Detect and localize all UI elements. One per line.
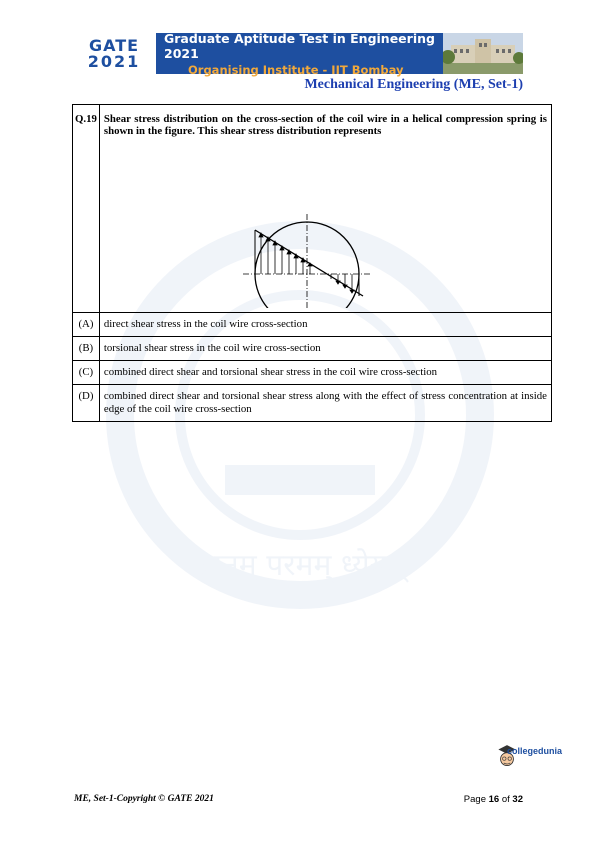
watermark-motto: ज्ञानम् परमम् ध्येयम् bbox=[195, 548, 405, 583]
option-label: (D) bbox=[73, 384, 100, 421]
header-title: Graduate Aptitude Test in Engineering 2021 bbox=[164, 30, 435, 61]
footer-page-number bbox=[464, 794, 523, 805]
footer-copyright: ME, Set-1-Copyright © GATE 2021 bbox=[74, 794, 214, 804]
question-text: Shear stress distribution on the cross-section of the coil wire in a helical compression spring is shown in the figure. This shear stress distribution represents bbox=[103, 113, 547, 138]
option-text: combined direct shear and torsional shear stress in the coil wire cross-section bbox=[99, 360, 551, 384]
option-row-c bbox=[73, 360, 552, 384]
shear-stress-figure bbox=[104, 138, 547, 308]
option-label: (C) bbox=[73, 360, 100, 384]
page-of: of bbox=[501, 794, 510, 805]
option-row-a bbox=[73, 312, 552, 336]
logo-line2: 2021 bbox=[87, 51, 141, 71]
option-label: (B) bbox=[73, 336, 100, 360]
header-subtitle: Organising Institute - IIT Bombay bbox=[188, 62, 404, 77]
logo-line1: GATE bbox=[88, 35, 140, 55]
collegedunia-brand: collegedunia bbox=[507, 746, 563, 756]
option-text: combined direct shear and torsional shear stress along with the effect of stress concentration at inside edge of the coil wire cross-section bbox=[99, 384, 551, 421]
option-text: direct shear stress in the coil wire cross-section bbox=[99, 312, 551, 336]
subject-label: Mechanical Engineering (ME, Set-1) bbox=[304, 77, 523, 92]
gate-logo bbox=[72, 33, 156, 74]
question-table bbox=[72, 104, 552, 422]
question-number: Q.19 bbox=[73, 105, 100, 313]
page-prefix: Page bbox=[463, 794, 486, 805]
stress-arrows bbox=[259, 233, 354, 293]
page-current: 16 bbox=[488, 794, 500, 805]
option-row-b bbox=[73, 336, 552, 360]
page-total: 32 bbox=[512, 794, 523, 805]
option-label: (A) bbox=[73, 312, 100, 336]
question-row bbox=[73, 105, 552, 313]
option-row-d bbox=[73, 384, 552, 421]
building-image bbox=[443, 33, 523, 74]
option-text: torsional shear stress in the coil wire cross-section bbox=[99, 336, 551, 360]
header-banner bbox=[72, 30, 523, 77]
